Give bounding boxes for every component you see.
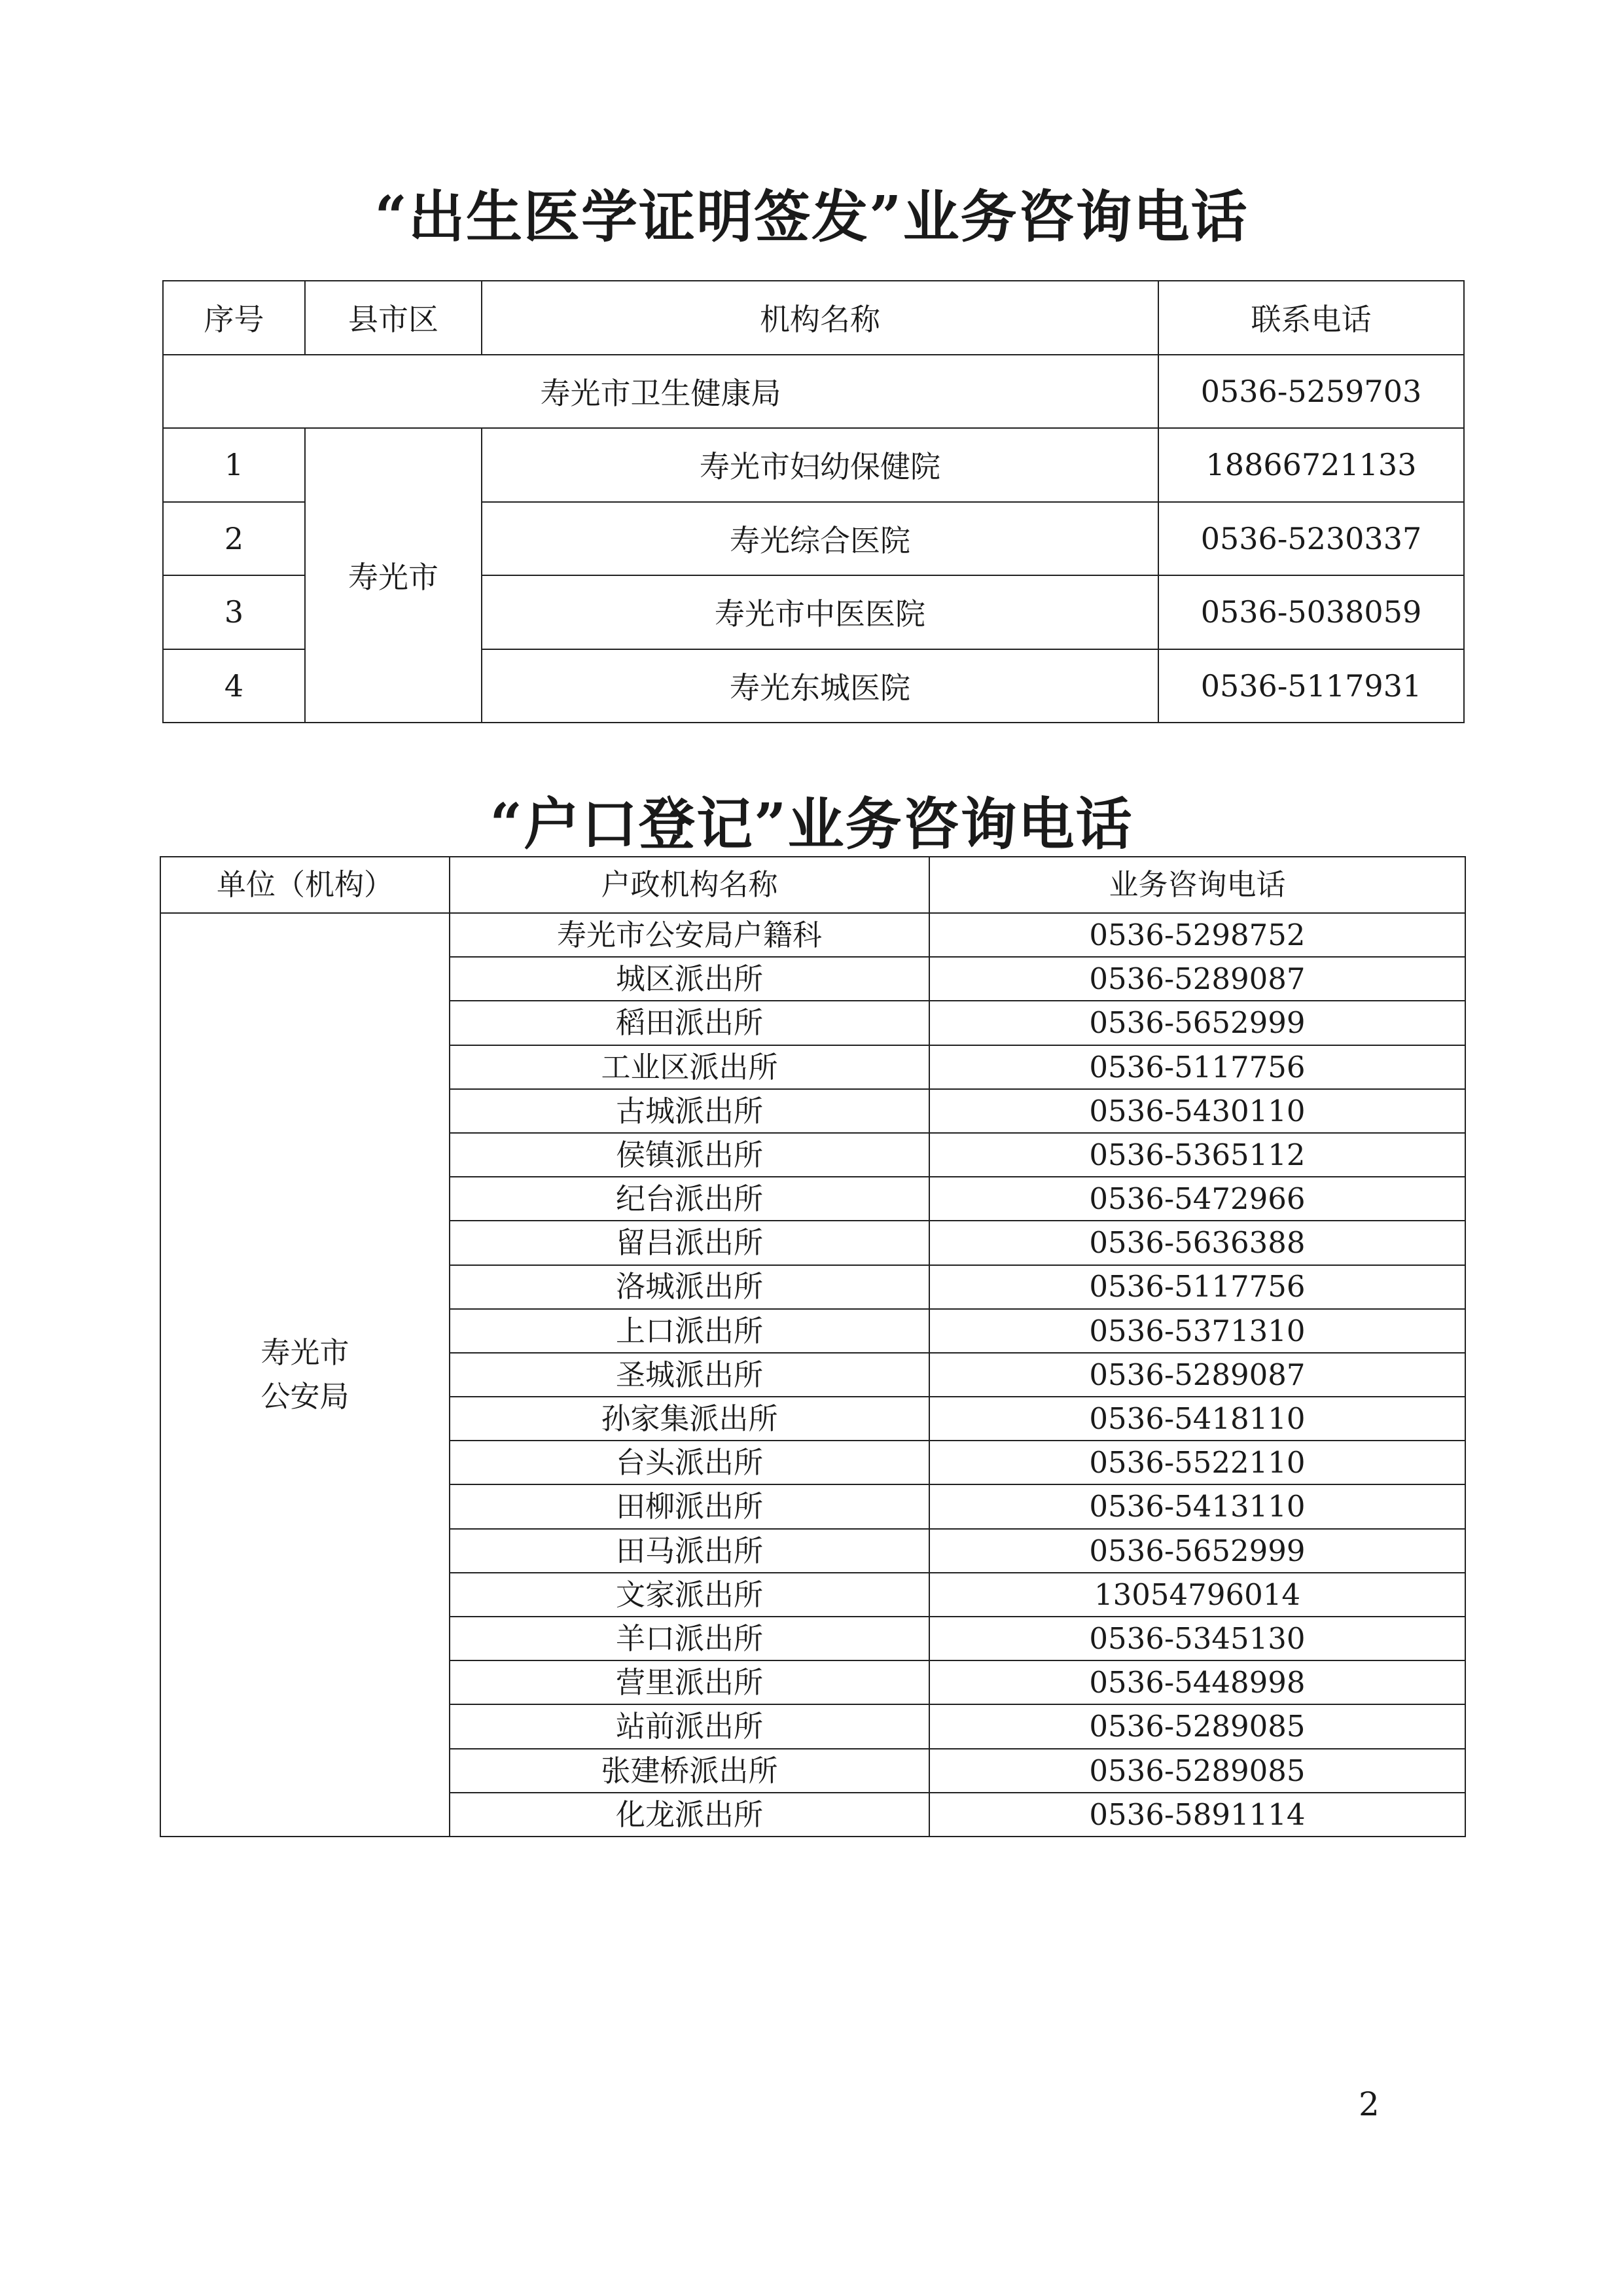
office-name: 稻田派出所 <box>450 1001 929 1045</box>
office-phone: 0536-5289087 <box>929 1353 1465 1397</box>
office-name: 圣城派出所 <box>450 1353 929 1397</box>
institution-name: 寿光综合医院 <box>482 502 1158 576</box>
header-institution: 机构名称 <box>482 281 1158 355</box>
table-row <box>163 428 1464 502</box>
table-row <box>160 913 1465 957</box>
row-index: 4 <box>163 649 305 723</box>
unit-line: 公安局 <box>260 1379 349 1414</box>
office-name: 田马派出所 <box>450 1529 929 1573</box>
office-phone: 0536-5117756 <box>929 1265 1465 1309</box>
unit-line: 寿光市 <box>260 1335 349 1370</box>
office-phone: 0536-5418110 <box>929 1397 1465 1441</box>
office-phone: 0536-5636388 <box>929 1221 1465 1265</box>
header-phone: 联系电话 <box>1158 281 1464 355</box>
office-name: 纪台派出所 <box>450 1177 929 1221</box>
row-index: 2 <box>163 502 305 576</box>
office-name: 寿光市公安局户籍科 <box>450 913 929 957</box>
household-registration-title: “户口登记”业务咨询电话 <box>490 791 1133 857</box>
table-header-row <box>160 857 1465 913</box>
office-name: 田柳派出所 <box>450 1484 929 1528</box>
header-index: 序号 <box>163 281 305 355</box>
institution-name: 寿光市中医医院 <box>482 575 1158 649</box>
office-name: 侯镇派出所 <box>450 1133 929 1177</box>
row-index: 3 <box>163 575 305 649</box>
institution-name: 寿光市妇幼保健院 <box>482 428 1158 502</box>
household-registration-table <box>160 856 1466 1837</box>
office-phone: 0536-5365112 <box>929 1133 1465 1177</box>
office-name: 张建桥派出所 <box>450 1749 929 1793</box>
institution-phone: 18866721133 <box>1158 428 1464 502</box>
office-phone: 0536-5448998 <box>929 1660 1465 1704</box>
table-header-row <box>163 281 1464 355</box>
office-name: 工业区派出所 <box>450 1045 929 1089</box>
page-number: 2 <box>1359 2085 1380 2123</box>
office-phone: 0536-5652999 <box>929 1529 1465 1573</box>
county-cell: 寿光市 <box>305 428 482 723</box>
header-phone: 业务咨询电话 <box>929 857 1465 913</box>
bureau-row <box>163 355 1464 429</box>
office-phone: 0536-5413110 <box>929 1484 1465 1528</box>
row-index: 1 <box>163 428 305 502</box>
office-phone: 0536-5289087 <box>929 957 1465 1001</box>
birth-certificate-title: “出生医学证明签发”业务咨询电话 <box>374 184 1249 250</box>
institution-phone: 0536-5230337 <box>1158 502 1464 576</box>
office-name: 上口派出所 <box>450 1309 929 1353</box>
header-county: 县市区 <box>305 281 482 355</box>
office-name: 羊口派出所 <box>450 1617 929 1660</box>
header-office-name: 户政机构名称 <box>450 857 929 913</box>
office-name: 城区派出所 <box>450 957 929 1001</box>
office-name: 化龙派出所 <box>450 1793 929 1837</box>
office-phone: 0536-5298752 <box>929 913 1465 957</box>
office-name: 孙家集派出所 <box>450 1397 929 1441</box>
office-phone: 0536-5652999 <box>929 1001 1465 1045</box>
office-phone: 0536-5117756 <box>929 1045 1465 1089</box>
office-phone: 0536-5891114 <box>929 1793 1465 1837</box>
office-phone: 0536-5371310 <box>929 1309 1465 1353</box>
unit-cell <box>160 913 450 1837</box>
office-phone: 0536-5289085 <box>929 1749 1465 1793</box>
institution-phone: 0536-5038059 <box>1158 575 1464 649</box>
office-name: 营里派出所 <box>450 1660 929 1704</box>
bureau-name: 寿光市卫生健康局 <box>163 355 1158 429</box>
office-phone: 0536-5345130 <box>929 1617 1465 1660</box>
birth-certificate-table <box>162 280 1465 723</box>
office-name: 洛城派出所 <box>450 1265 929 1309</box>
office-phone: 0536-5522110 <box>929 1441 1465 1484</box>
header-unit: 单位（机构） <box>160 857 450 913</box>
office-name: 古城派出所 <box>450 1089 929 1133</box>
office-phone: 0536-5430110 <box>929 1089 1465 1133</box>
bureau-phone: 0536-5259703 <box>1158 355 1464 429</box>
office-name: 站前派出所 <box>450 1704 929 1748</box>
office-phone: 0536-5289085 <box>929 1704 1465 1748</box>
institution-phone: 0536-5117931 <box>1158 649 1464 723</box>
office-phone: 0536-5472966 <box>929 1177 1465 1221</box>
office-phone: 13054796014 <box>929 1573 1465 1617</box>
office-name: 文家派出所 <box>450 1573 929 1617</box>
office-name: 台头派出所 <box>450 1441 929 1484</box>
institution-name: 寿光东城医院 <box>482 649 1158 723</box>
office-name: 留吕派出所 <box>450 1221 929 1265</box>
